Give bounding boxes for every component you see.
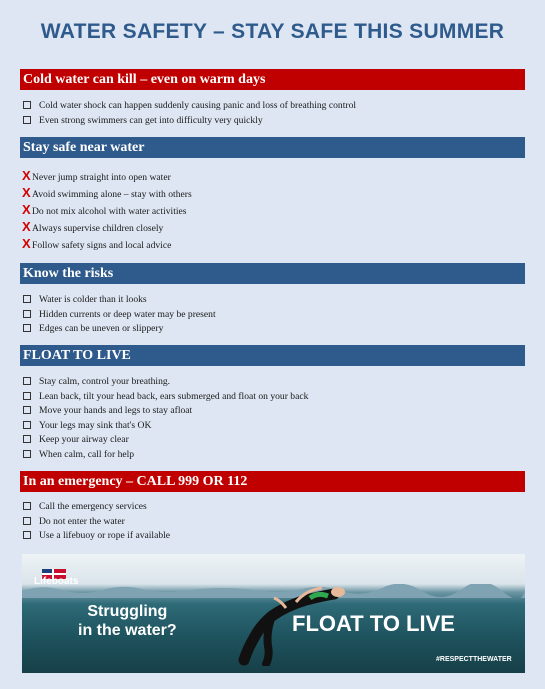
checkbox-icon [23,517,31,525]
list-item: Your legs may sink that's OK [22,419,308,434]
list-item: Water is colder than it looks [22,293,216,308]
section-heading-emergency: In an emergency – CALL 999 OR 112 [20,471,525,492]
section-heading-cold-water: Cold water can kill – even on warm days [20,69,525,90]
list-item: XNever jump straight into open water [22,168,171,183]
x-mark-icon: X [22,236,31,251]
list-item: XDo not mix alcohol with water activities [22,202,187,217]
x-mark-icon: X [22,168,31,183]
list-item: XFollow safety signs and local advice [22,236,172,251]
x-mark-icon: X [22,219,31,234]
checkbox-icon [23,421,31,429]
checkbox-icon [23,310,31,318]
list-item: Call the emergency services [22,500,170,515]
list-item: Use a lifebuoy or rope if available [22,529,170,544]
stay-safe-list [22,167,192,252]
cold-water-list [22,99,356,128]
checkbox-icon [23,377,31,385]
checkbox-icon [23,450,31,458]
checkbox-icon [23,295,31,303]
list-item: Do not enter the water [22,515,170,530]
checkbox-icon [23,435,31,443]
checkbox-icon [23,116,31,124]
struggling-text: Struggling in the water? [78,603,177,639]
section-heading-float-to-live: FLOAT TO LIVE [20,345,525,366]
list-item: Move your hands and legs to stay afloat [22,404,308,419]
list-item: Even strong swimmers can get into difficulty very quickly [22,114,356,129]
page-title: WATER SAFETY – STAY SAFE THIS SUMMER [40,20,505,43]
list-item: Cold water shock can happen suddenly causing panic and loss of breathing control [22,99,356,114]
checkbox-icon [23,101,31,109]
float-to-live-text: FLOAT TO LIVE [292,611,455,636]
list-item: Hidden currents or deep water may be present [22,308,216,323]
list-item: Edges can be uneven or slippery [22,322,216,337]
list-item: Keep your airway clear [22,433,308,448]
float-to-live-banner [22,554,525,673]
list-item: Stay calm, control your breathing. [22,375,308,390]
list-item: Lean back, tilt your head back, ears submerged and float on your back [22,390,308,405]
list-item: XAvoid swimming alone – stay with others [22,185,192,200]
list-item: When calm, call for help [22,448,308,463]
checkbox-icon [23,502,31,510]
checkbox-icon [23,531,31,539]
lifeboats-logo: Lifeboats [34,576,79,587]
checkbox-icon [23,406,31,414]
checkbox-icon [23,324,31,332]
checkbox-icon [23,392,31,400]
respect-the-water-hashtag: #RESPECTTHEWATER [436,656,512,663]
know-risks-list [22,293,216,337]
section-heading-stay-safe: Stay safe near water [20,137,525,158]
x-mark-icon: X [22,185,31,200]
section-heading-know-risks: Know the risks [20,263,525,284]
list-item: XAlways supervise children closely [22,219,164,234]
emergency-list [22,500,170,544]
float-to-live-list [22,375,308,462]
x-mark-icon: X [22,202,31,217]
